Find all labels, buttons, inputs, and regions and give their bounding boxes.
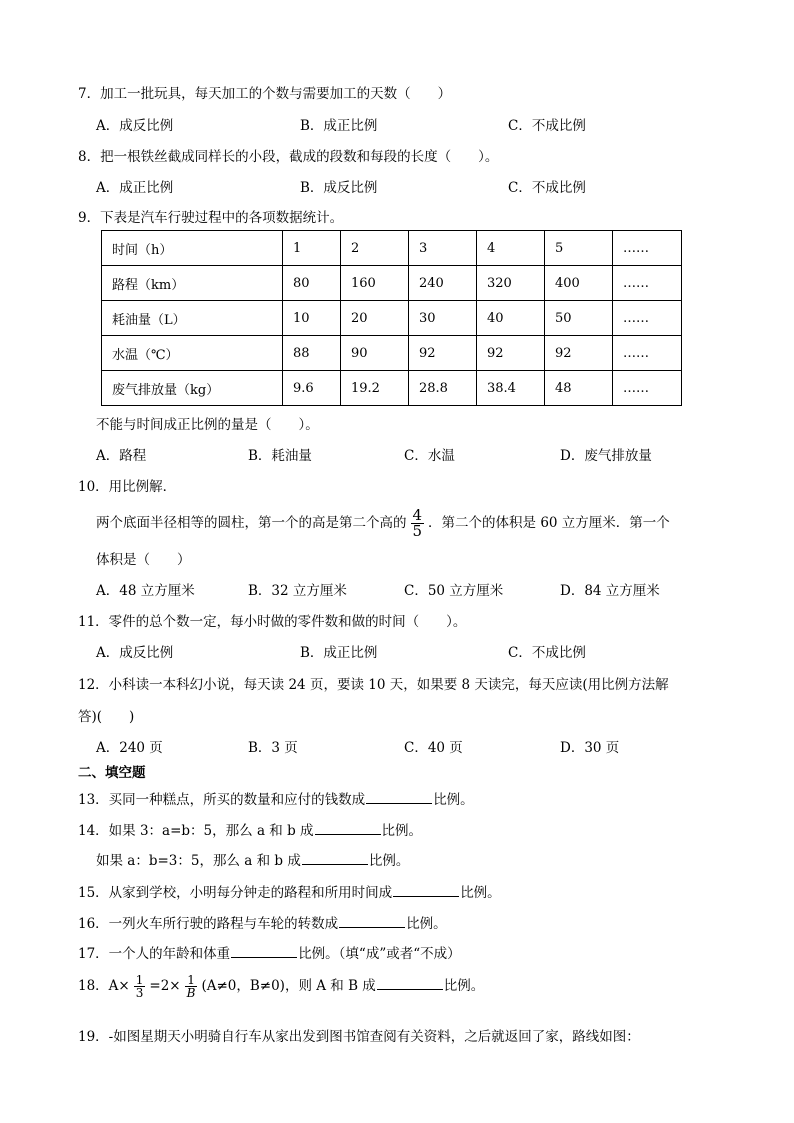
q7-option-a[interactable]: A．成反比例 <box>96 118 174 134</box>
q15-end: 比例。 <box>460 885 501 901</box>
q11-option-a[interactable]: A．成反比例 <box>96 645 174 661</box>
table-cell: 时间（h） <box>102 231 283 266</box>
q7-option-b[interactable]: B．成正比例 <box>300 118 378 134</box>
table-cell: 48 <box>545 371 613 406</box>
table-cell: 240 <box>409 266 477 301</box>
q10-option-d[interactable]: D．84 立方厘米 <box>560 583 660 599</box>
q9-question: 不能与时间成正比例的量是（ ）。 <box>96 417 319 433</box>
table-cell: 10 <box>283 301 341 336</box>
q9-option-a[interactable]: A．路程 <box>96 448 147 464</box>
q18-fraction-1 <box>134 974 146 999</box>
table-cell: 50 <box>545 301 613 336</box>
table-cell: 38.4 <box>477 371 545 406</box>
q18-condition: (A≠0，B≠0)，则 A 和 B 成 <box>201 978 376 994</box>
answer-blank[interactable] <box>302 852 368 865</box>
q8-option-b[interactable]: B．成反比例 <box>300 180 378 196</box>
section-heading: 二、填空题 <box>78 765 146 781</box>
table-cell: 耗油量（L） <box>102 301 283 336</box>
q12-option-a[interactable]: A．240 页 <box>96 740 163 756</box>
q18-start: 18．A× <box>78 978 130 994</box>
table-cell: 160 <box>341 266 409 301</box>
table-cell: 40 <box>477 301 545 336</box>
q10-fraction <box>411 508 425 539</box>
q10-line1-start: 两个底面半径相等的圆柱，第一个的高是第二个高的 <box>96 515 407 531</box>
fraction-numerator: 1 <box>135 973 144 987</box>
table-cell: 废气排放量（kg） <box>102 371 283 406</box>
q18-mid: =2× <box>149 978 181 994</box>
q14-start: 14．如果 3：a=b：5，那么 a 和 b 成 <box>78 823 314 839</box>
table-cell: 90 <box>341 336 409 371</box>
q13-end: 比例。 <box>433 792 474 808</box>
q9-text: 9．下表是汽车行驶过程中的各项数据统计。 <box>78 210 344 226</box>
table-cell: …… <box>613 301 682 336</box>
q18-fraction-2 <box>185 974 198 999</box>
table-cell: …… <box>613 336 682 371</box>
fraction-denominator: 5 <box>412 522 423 540</box>
q10-option-a[interactable]: A．48 立方厘米 <box>96 583 195 599</box>
q15-start: 15．从家到学校，小明每分钟走的路程和所用时间成 <box>78 885 393 901</box>
table-cell: 路程（km） <box>102 266 283 301</box>
q10-title: 10．用比例解． <box>78 479 177 495</box>
answer-blank[interactable] <box>393 884 459 897</box>
q14-line2 <box>96 849 409 869</box>
answer-blank[interactable] <box>377 977 443 990</box>
table-cell: 400 <box>545 266 613 301</box>
table-cell: 水温（℃） <box>102 336 283 371</box>
table-cell: 92 <box>545 336 613 371</box>
q9-option-d[interactable]: D．废气排放量 <box>560 448 652 464</box>
q17-end: 比例。（填“成”或者“不成） <box>298 946 461 962</box>
answer-blank[interactable] <box>339 915 405 928</box>
table-cell: 3 <box>409 231 477 266</box>
table-cell: 9.6 <box>283 371 341 406</box>
table-cell: 88 <box>283 336 341 371</box>
q16-text <box>78 912 447 932</box>
q9-option-c[interactable]: C．水温 <box>404 448 455 464</box>
table-cell: …… <box>613 371 682 406</box>
q8-text: 8．把一根铁丝截成同样长的小段，截成的段数和每段的长度（ ）。 <box>78 149 499 165</box>
q13-text <box>78 788 474 808</box>
q19-text: 19．-如图星期天小明骑自行车从家出发到图书馆查阅有关资料，之后就返回了家，路线如图： <box>78 1029 640 1045</box>
answer-blank[interactable] <box>366 791 432 804</box>
q14-line1 <box>78 819 422 839</box>
q17-start: 17．一个人的年龄和体重 <box>78 946 231 962</box>
table-row <box>102 231 682 266</box>
table-row <box>102 336 682 371</box>
table-cell: 2 <box>341 231 409 266</box>
table-cell: 30 <box>409 301 477 336</box>
table-cell: 5 <box>545 231 613 266</box>
q16-end: 比例。 <box>406 916 447 932</box>
q7-text: 7．加工一批玩具，每天加工的个数与需要加工的天数（ ） <box>78 86 452 102</box>
answer-blank[interactable] <box>231 945 297 958</box>
fraction-numerator: 1 <box>187 973 195 987</box>
q14-end: 比例。 <box>381 823 423 839</box>
q12-line2: 答)( ) <box>78 709 135 725</box>
q13-start: 13．买同一种糕点，所买的数量和应付的钱数成 <box>78 792 366 808</box>
table-cell: 1 <box>283 231 341 266</box>
table-cell: …… <box>613 266 682 301</box>
q11-option-c[interactable]: C．不成比例 <box>508 645 586 661</box>
table-cell: 92 <box>409 336 477 371</box>
q8-option-c[interactable]: C．不成比例 <box>508 180 586 196</box>
table-cell: …… <box>613 231 682 266</box>
table-row <box>102 266 682 301</box>
q12-line1: 12．小科读一本科幻小说，每天读 24 页，要读 10 天，如果要 8 天读完，每天应读(用比例方法解 <box>78 677 669 693</box>
q10-option-c[interactable]: C．50 立方厘米 <box>404 583 504 599</box>
q17-text <box>78 942 461 962</box>
q8-option-a[interactable]: A．成正比例 <box>96 180 174 196</box>
table-cell: 4 <box>477 231 545 266</box>
q15-text <box>78 881 501 901</box>
q10-line1-end: ．第二个的体积是 60 立方厘米．第一个 <box>428 515 670 531</box>
q10-line1 <box>96 503 670 543</box>
table-cell: 80 <box>283 266 341 301</box>
table-row <box>102 301 682 336</box>
q12-option-b[interactable]: B．3 页 <box>248 740 298 756</box>
table-cell: 19.2 <box>341 371 409 406</box>
q14-line2-start: 如果 a：b=3：5，那么 a 和 b 成 <box>96 853 301 869</box>
fraction-denominator: B <box>186 986 196 1000</box>
fraction-denominator: 3 <box>135 986 144 1000</box>
q10-option-b[interactable]: B．32 立方厘米 <box>248 583 347 599</box>
q14-line2-end: 比例。 <box>368 853 410 869</box>
q18-end: 比例。 <box>443 978 485 994</box>
table-row <box>102 371 682 406</box>
q16-start: 16．一列火车所行驶的路程与车轮的转数成 <box>78 916 339 932</box>
q18-text <box>78 966 484 1006</box>
fraction-numerator: 4 <box>412 506 423 524</box>
q9-data-table <box>101 230 682 406</box>
q10-line2: 体积是（ ） <box>96 552 191 568</box>
q11-option-b[interactable]: B．成正比例 <box>300 645 378 661</box>
table-cell: 320 <box>477 266 545 301</box>
q11-text: 11．零件的总个数一定，每小时做的零件数和做的时间（ ）。 <box>78 614 467 630</box>
q7-option-c[interactable]: C．不成比例 <box>508 118 586 134</box>
table-cell: 92 <box>477 336 545 371</box>
table-cell: 20 <box>341 301 409 336</box>
q12-option-d[interactable]: D．30 页 <box>560 740 620 756</box>
answer-blank[interactable] <box>315 822 381 835</box>
q12-option-c[interactable]: C．40 页 <box>404 740 463 756</box>
q9-option-b[interactable]: B．耗油量 <box>248 448 312 464</box>
table-cell: 28.8 <box>409 371 477 406</box>
